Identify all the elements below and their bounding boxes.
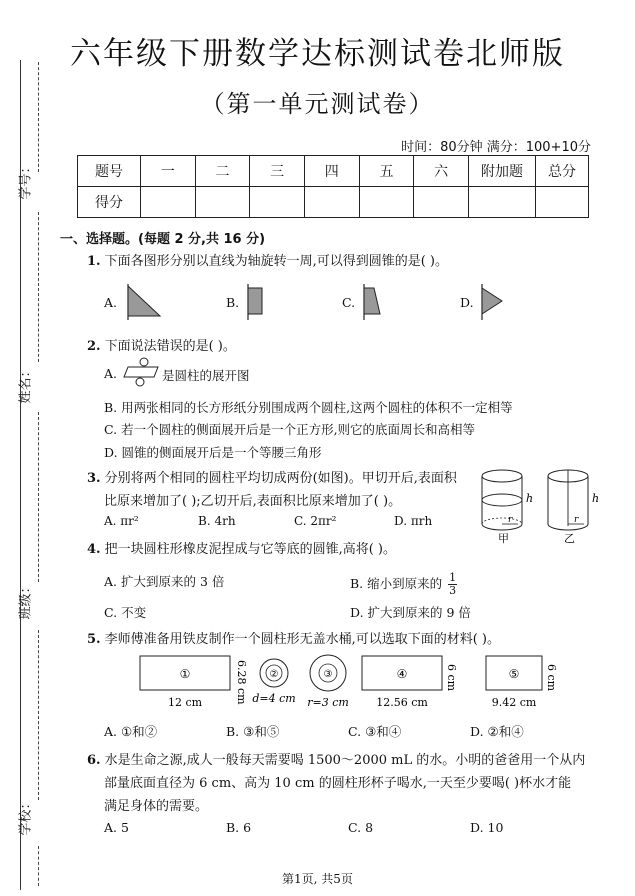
fig-label: 乙 — [564, 532, 575, 544]
table-cell: 总分 — [536, 156, 589, 187]
fig-label: h — [592, 492, 600, 505]
q1-figure-a — [120, 282, 170, 322]
section-title: 一、选择题。(每题 2 分,共 16 分) — [60, 232, 266, 247]
option-a[interactable]: A. ①和② — [104, 724, 158, 739]
name-label: 姓名： — [18, 364, 34, 404]
table-row — [78, 156, 589, 187]
table-cell: 附加题 — [469, 156, 536, 187]
table-cell: 一 — [141, 156, 196, 187]
binding-dash — [38, 212, 39, 362]
cylinder-net-icon — [122, 357, 162, 387]
q1-figure-d — [474, 282, 514, 322]
school-label: 学校： — [18, 796, 34, 836]
score-input[interactable] — [469, 187, 536, 218]
dim-label: 12 cm — [167, 696, 203, 709]
q1-figure-b — [240, 282, 280, 322]
score-input[interactable] — [304, 187, 359, 218]
fraction — [448, 572, 457, 597]
score-input[interactable] — [250, 187, 305, 218]
question-text: 下面各图形分别以直线为轴旋转一周,可以得到圆锥的是( )。 — [104, 254, 448, 269]
shape-label: ① — [179, 667, 191, 681]
score-input[interactable] — [536, 187, 589, 218]
option-c[interactable]: C. 不变 — [104, 605, 147, 620]
option-a-text: 是圆柱的展开图 — [162, 368, 250, 383]
score-input[interactable] — [359, 187, 414, 218]
dim-label: 6.28 cm — [235, 660, 248, 705]
option-c[interactable]: C. 8 — [348, 820, 374, 835]
option-d[interactable]: D. ②和④ — [470, 724, 524, 739]
option-d[interactable]: D. 圆锥的侧面展开后是一个等腰三角形 — [104, 445, 322, 460]
score-input[interactable] — [141, 187, 196, 218]
question-2 — [87, 335, 236, 354]
option-d[interactable]: D. 10 — [470, 820, 504, 835]
question-number: 5. — [87, 632, 101, 647]
shape-label: ⑤ — [508, 667, 520, 681]
dim-label: 6 cm — [445, 664, 458, 692]
option-c[interactable]: C. — [342, 295, 356, 310]
question-5 — [87, 628, 500, 647]
q3-cylinders-figure — [472, 464, 602, 544]
binding-dash — [38, 412, 39, 582]
dim-label: 6 cm — [545, 664, 558, 692]
option-d[interactable]: D. 扩大到原来的 9 倍 — [350, 605, 471, 620]
table-row — [78, 187, 589, 218]
class-label: 班级： — [18, 580, 34, 620]
fig-label: 甲 — [498, 532, 509, 544]
option-b[interactable]: B. — [226, 295, 240, 310]
option-c[interactable]: C. 2πr² — [294, 514, 337, 528]
question-text: 下面说法错误的是( )。 — [104, 339, 236, 354]
table-cell: 四 — [304, 156, 359, 187]
question-text-line2: 部量底面直径为 6 cm、高为 10 cm 的圆柱形杯子喝水,一天至少要喝( )杯水才能 — [104, 776, 572, 791]
option-d[interactable]: D. πrh — [394, 514, 433, 528]
option-b-text: B. 缩小到原来的 — [350, 576, 443, 591]
score-input[interactable] — [195, 187, 250, 218]
fraction-denominator: 3 — [449, 584, 457, 597]
question-text: 水是生命之源,成人一般每天需要喝 1500～2000 mL 的水。小明的爸爸用一个从内 — [104, 753, 586, 768]
question-3 — [87, 467, 457, 486]
question-text-line2: 比原来增加了( );乙切开后,表面积比原来增加了( )。 — [104, 494, 402, 509]
option-c[interactable]: C. 若一个圆柱的侧面展开后是一个正方形,则它的底面周长和高相等 — [104, 422, 476, 437]
option-a[interactable]: A. 扩大到原来的 3 倍 — [104, 574, 225, 589]
table-cell: 六 — [414, 156, 469, 187]
question-6 — [87, 749, 585, 768]
table-cell: 得分 — [78, 187, 141, 218]
dim-label: d=4 cm — [252, 692, 296, 705]
dim-label: 12.56 cm — [376, 696, 428, 709]
question-number: 6. — [87, 753, 101, 768]
question-number: 1. — [87, 254, 101, 269]
q5-materials-figure — [130, 650, 570, 712]
question-number: 4. — [87, 542, 101, 557]
question-number: 3. — [87, 471, 101, 486]
question-1 — [87, 250, 448, 269]
option-b[interactable]: B. 4rh — [198, 514, 236, 528]
option-b[interactable]: B. 6 — [226, 820, 252, 835]
table-cell: 五 — [359, 156, 414, 187]
option-d[interactable]: D. — [460, 295, 474, 310]
question-text: 李师傅准备用铁皮制作一个圆柱形无盖水桶,可以选取下面的材料( )。 — [104, 632, 500, 647]
option-b[interactable] — [350, 572, 457, 597]
time-info: 时间：80分钟 满分：100+10分 — [401, 140, 591, 155]
question-text: 分别将两个相同的圆柱平均切成两份(如图)。甲切开后,表面积 — [104, 471, 457, 486]
option-c[interactable]: C. ③和④ — [348, 724, 402, 739]
student-id-label: 学号： — [18, 160, 34, 200]
question-4 — [87, 538, 396, 557]
option-b[interactable]: B. 用两张相同的长方形纸分别围成两个圆柱,这两个圆柱的体积不一定相等 — [104, 400, 513, 415]
score-table — [77, 155, 589, 218]
table-cell: 二 — [195, 156, 250, 187]
page-number: 第1页, 共5页 — [282, 872, 353, 886]
score-input[interactable] — [414, 187, 469, 218]
option-a[interactable]: A. 5 — [104, 820, 129, 835]
question-text-line3: 满足身体的需要。 — [104, 799, 209, 814]
option-a[interactable]: A. πr² — [104, 514, 139, 528]
fig-label: h — [526, 492, 534, 505]
fig-label: r — [574, 515, 579, 525]
table-cell: 题号 — [78, 156, 141, 187]
option-b[interactable]: B. ③和⑤ — [226, 724, 280, 739]
shape-label: ② — [269, 669, 279, 680]
fig-label: r — [508, 515, 513, 525]
table-cell: 三 — [250, 156, 305, 187]
page-subtitle: （第一单元测试卷） — [200, 90, 435, 118]
fraction-numerator: 1 — [449, 571, 457, 584]
option-a-label[interactable]: A. — [104, 366, 118, 381]
binding-dash — [38, 630, 39, 800]
q1-figure-c — [356, 282, 396, 322]
question-number: 2. — [87, 339, 101, 354]
page-title: 六年级下册数学达标测试卷北师版 — [70, 36, 565, 72]
shape-label: ③ — [323, 669, 333, 680]
question-text: 把一块圆柱形橡皮泥捏成与它等底的圆锥,高将( )。 — [104, 542, 396, 557]
dim-label: r=3 cm — [307, 696, 349, 709]
dim-label: 9.42 cm — [491, 696, 537, 709]
shape-label: ④ — [396, 667, 408, 681]
option-a[interactable]: A. — [104, 295, 118, 310]
